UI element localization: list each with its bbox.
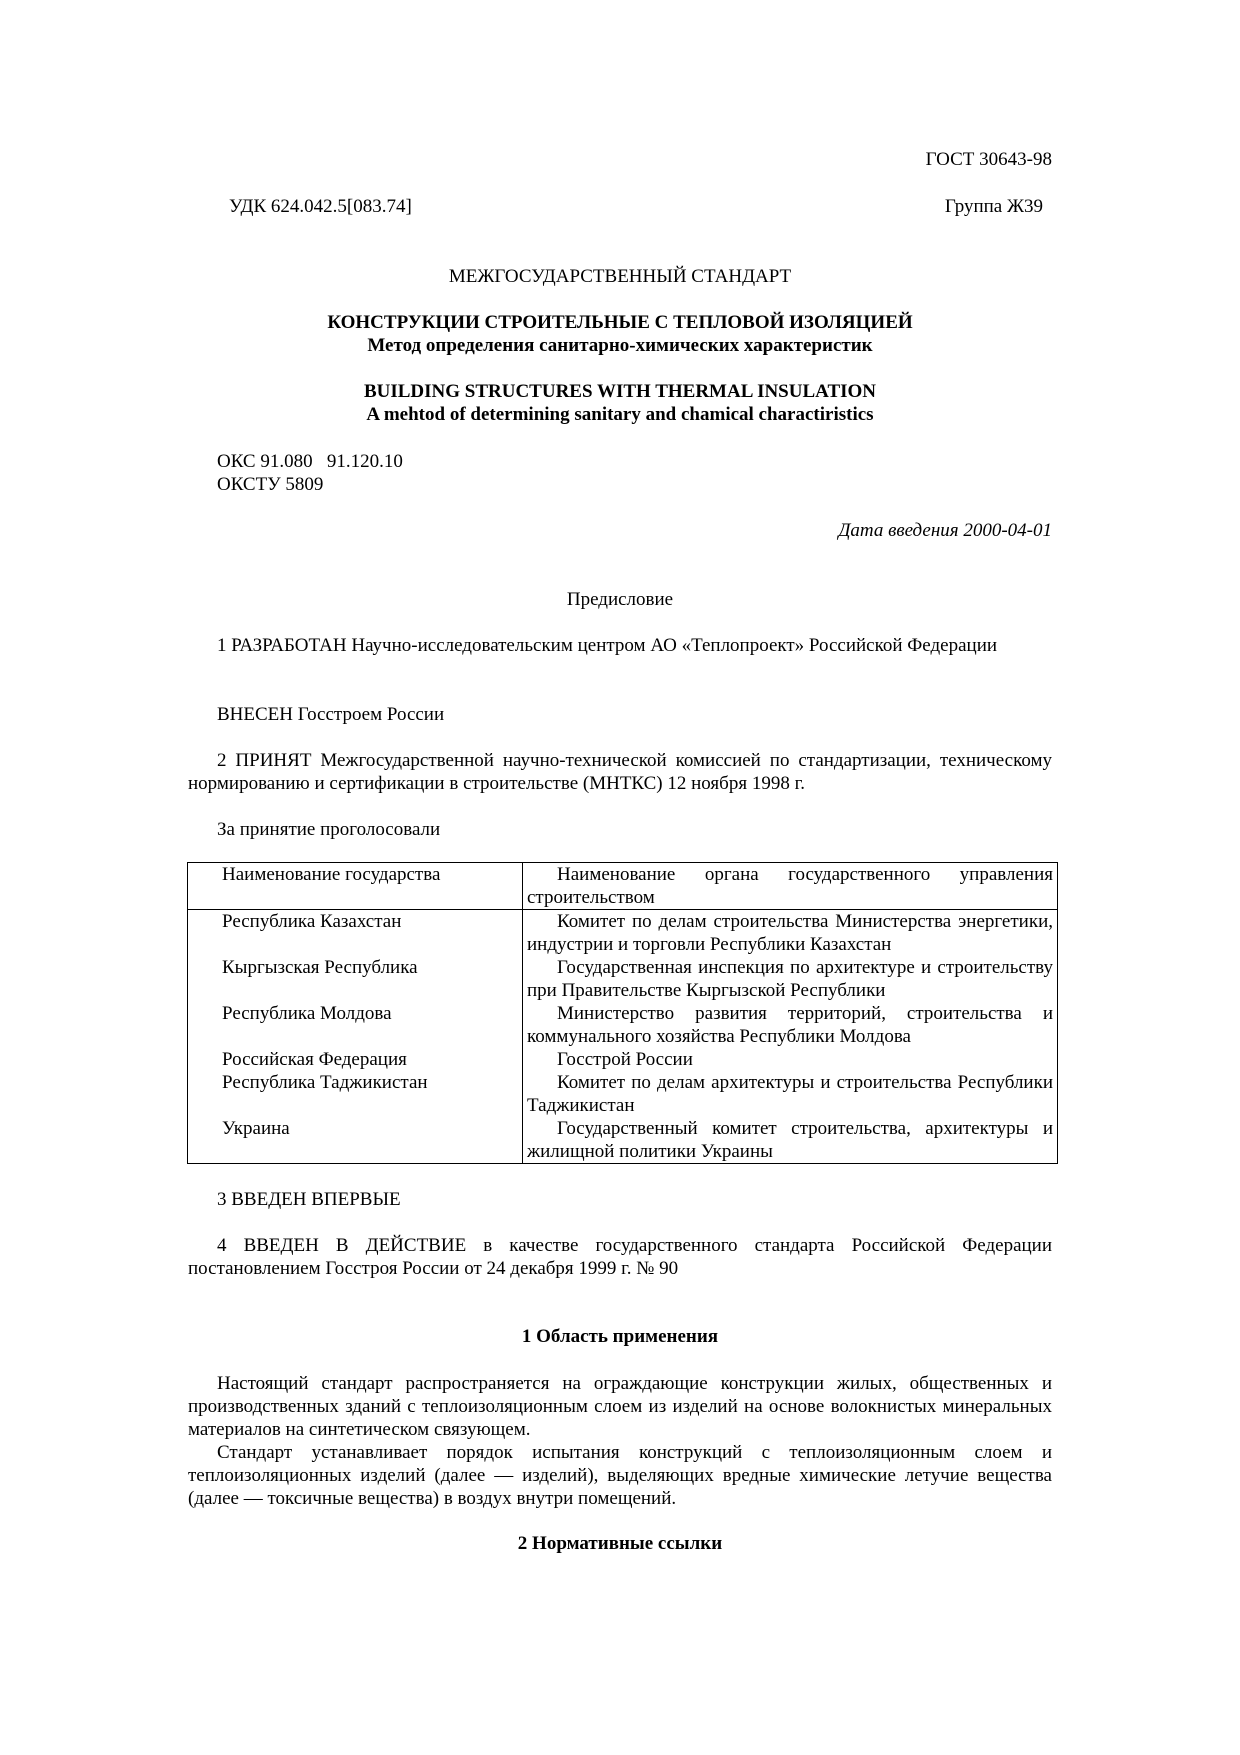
table-row xyxy=(188,1117,1058,1164)
section1-p2: Стандарт устанавливает порядок испытания конструкций с теплоизоляционным слоем и теплоизоляционных изделий (далее — изделий), выделяющих вредные химические летучие вещества (далее — токсичные вещества) в воздух внутри помещений. xyxy=(188,1442,1052,1509)
foreword-p1: 1 РАЗРАБОТАН Научно-исследовательским центром АО «Теплопроект» Российской Федерации xyxy=(217,635,998,656)
state-cell: Кыргызская Республика xyxy=(188,956,523,1002)
section2-heading: 2 Нормативные ссылки xyxy=(517,1533,723,1554)
intro-first-time: 3 ВВЕДЕН ВПЕРВЫЕ xyxy=(217,1189,401,1210)
table-row xyxy=(188,956,1058,1002)
organ-cell xyxy=(523,1002,1058,1048)
oks-code: ОКС 91.080 91.120.10 xyxy=(217,451,403,472)
organ-text: Комитет по делам архитектуры и строительства Республики Таджикистан xyxy=(527,1072,1053,1116)
foreword-heading: Предисловие xyxy=(566,589,674,610)
header-state: Наименование государства xyxy=(188,863,523,910)
organ-text: Государственный комитет строительства, архитектуры и жилищной политики Украины xyxy=(527,1118,1053,1162)
state-cell: Республика Казахстан xyxy=(188,910,523,957)
organ-cell xyxy=(523,1117,1058,1164)
okstu-code: ОКСТУ 5809 xyxy=(217,474,324,495)
organ-text: Министерство развития территорий, строительства и коммунального хозяйства Республики Молдова xyxy=(527,1003,1053,1047)
foreword-p2: ВНЕСЕН Госстроем России xyxy=(217,704,445,725)
section1-p1: Настоящий стандарт распространяется на ограждающие конструкции жилых, общественных и производственных зданий с теплоизоляционным слоем из изделий на основе волокнистых минеральных материалов на синтетическом связующем. xyxy=(188,1373,1052,1440)
state-cell: Республика Таджикистан xyxy=(188,1071,523,1117)
organ-text: Комитет по делам строительства Министерства энергетики, индустрии и торговли Республики Казахстан xyxy=(527,911,1053,955)
intro-date: Дата введения 2000-04-01 xyxy=(838,520,1052,541)
organ-cell xyxy=(523,910,1058,957)
subtitle-en: A mehtod of determining sanitary and chamical charactiristics xyxy=(366,404,874,425)
table-row xyxy=(188,1071,1058,1117)
header-organ-text: Наименование органа государственного управления строительством xyxy=(527,864,1053,908)
section1-heading: 1 Область применения xyxy=(521,1326,719,1347)
standard-type: МЕЖГОСУДАРСТВЕННЫЙ СТАНДАРТ xyxy=(448,266,792,287)
udk-code: УДК 624.042.5[083.74] xyxy=(229,196,412,217)
organ-cell xyxy=(523,1048,1058,1071)
entry-into-force: 4 ВВЕДЕН В ДЕЙСТВИЕ в качестве государственного стандарта Российской Федерации постановлением Госстроя России от 24 декабря 1999 г. № 90 xyxy=(188,1235,1052,1279)
state-cell: Российская Федерация xyxy=(188,1048,523,1071)
header-organ xyxy=(523,863,1058,910)
table-header-row xyxy=(188,863,1058,910)
foreword-p4: За принятие проголосовали xyxy=(217,819,441,840)
table-row xyxy=(188,1002,1058,1048)
title-en: BUILDING STRUCTURES WITH THERMAL INSULATION xyxy=(363,381,877,402)
state-cell: Украина xyxy=(188,1117,523,1164)
organ-cell xyxy=(523,956,1058,1002)
gost-number: ГОСТ 30643-98 xyxy=(925,149,1052,170)
table-row xyxy=(188,910,1058,957)
organ-text: Государственная инспекция по архитектуре и строительству при Правительстве Кыргызской Республики xyxy=(527,957,1053,1001)
title-ru: КОНСТРУКЦИИ СТРОИТЕЛЬНЫЕ С ТЕПЛОВОЙ ИЗОЛЯЦИЕЙ xyxy=(327,312,913,333)
subtitle-ru: Метод определения санитарно-химических характеристик xyxy=(367,335,873,356)
organ-cell xyxy=(523,1071,1058,1117)
table-row xyxy=(188,1048,1058,1071)
state-cell: Республика Молдова xyxy=(188,1002,523,1048)
organ-text: Госстрой России xyxy=(557,1049,693,1070)
group-code: Группа Ж39 xyxy=(944,196,1043,217)
foreword-p3: 2 ПРИНЯТ Межгосударственной научно-технической комиссией по стандартизации, техническому нормированию и сертификации в строительстве (МНТКС) 12 ноября 1998 г. xyxy=(188,750,1052,794)
vote-table xyxy=(187,862,1058,1164)
